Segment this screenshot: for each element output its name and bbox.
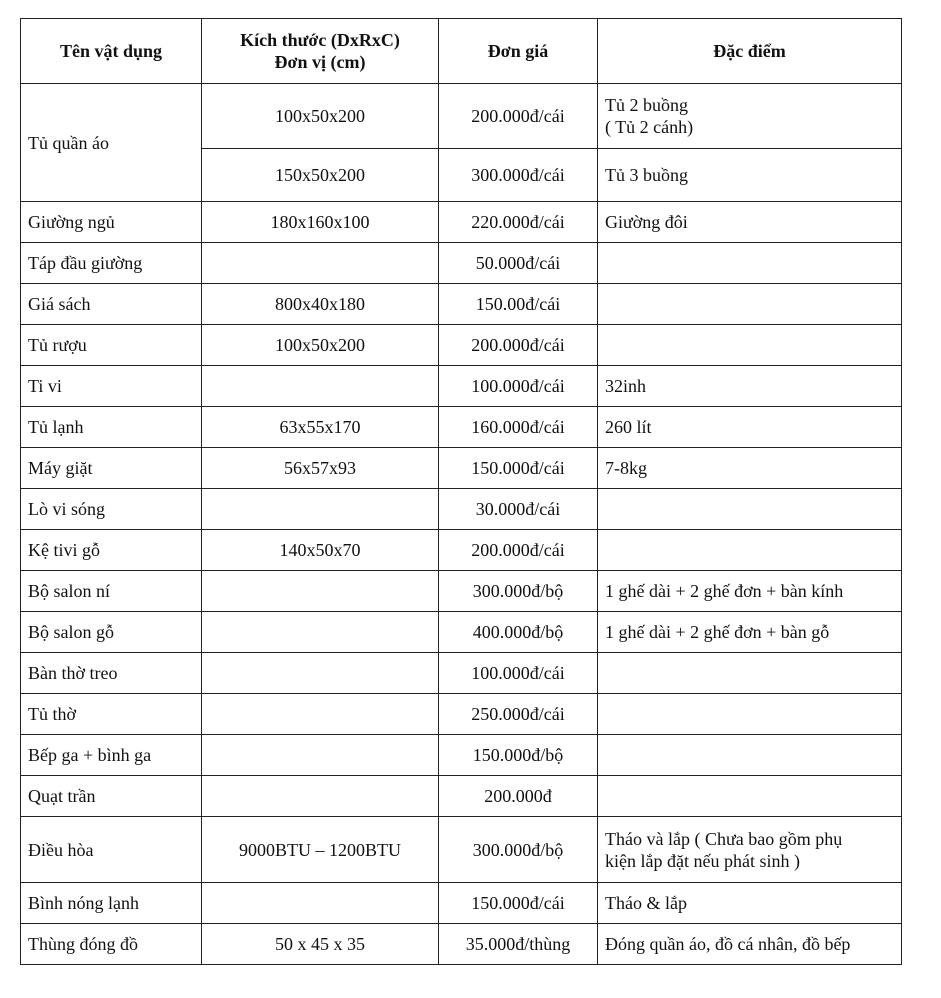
table-row [21, 407, 902, 448]
cell-price: 100.000đ/cái [439, 366, 598, 407]
cell-name: Bộ salon gỗ [21, 612, 202, 653]
cell-name: Táp đầu giường [21, 243, 202, 284]
cell-price: 200.000đ/cái [439, 84, 598, 149]
cell-name: Bộ salon ní [21, 571, 202, 612]
table-row [21, 530, 902, 571]
cell-price: 400.000đ/bộ [439, 612, 598, 653]
cell-size [202, 612, 439, 653]
cell-size: 50 x 45 x 35 [202, 924, 439, 965]
cell-feature [598, 530, 902, 571]
cell-size [202, 694, 439, 735]
cell-size [202, 883, 439, 924]
table-row [21, 924, 902, 965]
cell-feature: 32inh [598, 366, 902, 407]
cell-size [202, 653, 439, 694]
cell-name: Tủ rượu [21, 325, 202, 366]
table-row [21, 284, 902, 325]
cell-feature [598, 817, 902, 883]
table-row [21, 612, 902, 653]
table-row [21, 776, 902, 817]
table-row [21, 571, 902, 612]
cell-feature: 1 ghế dài + 2 ghế đơn + bàn kính [598, 571, 902, 612]
cell-price: 150.000đ/cái [439, 448, 598, 489]
table-row [21, 735, 902, 776]
cell-feature [598, 284, 902, 325]
cell-size: 100x50x200 [202, 84, 439, 149]
cell-price: 300.000đ/bộ [439, 817, 598, 883]
header-row [21, 19, 902, 84]
table-row [21, 653, 902, 694]
cell-size [202, 571, 439, 612]
cell-price: 200.000đ/cái [439, 325, 598, 366]
cell-feature [598, 243, 902, 284]
header-feature: Đặc điểm [598, 19, 902, 84]
cell-feature-line1: Tháo và lắp ( Chưa bao gồm phụ [605, 828, 843, 849]
table-row [21, 448, 902, 489]
cell-feature: 7-8kg [598, 448, 902, 489]
cell-name: Kệ tivi gỗ [21, 530, 202, 571]
cell-price: 35.000đ/thùng [439, 924, 598, 965]
cell-price: 50.000đ/cái [439, 243, 598, 284]
table-row [21, 84, 902, 149]
cell-feature-line2: kiện lắp đặt nếu phát sinh ) [605, 850, 800, 871]
cell-price: 200.000đ/cái [439, 530, 598, 571]
cell-name: Điều hòa [21, 817, 202, 883]
header-size-line1: Kích thước (DxRxC) [240, 30, 400, 50]
cell-name: Giá sách [21, 284, 202, 325]
cell-price: 150.00đ/cái [439, 284, 598, 325]
cell-size: 800x40x180 [202, 284, 439, 325]
cell-name: Tủ quần áo [21, 84, 202, 202]
cell-name: Bếp ga + bình ga [21, 735, 202, 776]
cell-price: 300.000đ/bộ [439, 571, 598, 612]
cell-price: 200.000đ [439, 776, 598, 817]
cell-feature-line1: Tủ 2 buồng [605, 95, 688, 115]
cell-price: 100.000đ/cái [439, 653, 598, 694]
cell-price: 220.000đ/cái [439, 202, 598, 243]
cell-feature: Đóng quần áo, đồ cá nhân, đồ bếp [598, 924, 902, 965]
cell-size: 140x50x70 [202, 530, 439, 571]
table-row [21, 883, 902, 924]
cell-feature [598, 653, 902, 694]
cell-name: Giường ngủ [21, 202, 202, 243]
cell-feature: 1 ghế dài + 2 ghế đơn + bàn gỗ [598, 612, 902, 653]
cell-size: 9000BTU – 1200BTU [202, 817, 439, 883]
cell-name: Bình nóng lạnh [21, 883, 202, 924]
table-row [21, 817, 902, 883]
cell-size [202, 735, 439, 776]
cell-size: 56x57x93 [202, 448, 439, 489]
header-name: Tên vật dụng [21, 19, 202, 84]
cell-name: Lò vi sóng [21, 489, 202, 530]
cell-price: 30.000đ/cái [439, 489, 598, 530]
cell-size [202, 776, 439, 817]
cell-price: 250.000đ/cái [439, 694, 598, 735]
cell-size: 100x50x200 [202, 325, 439, 366]
cell-name: Ti vi [21, 366, 202, 407]
cell-name: Bàn thờ treo [21, 653, 202, 694]
cell-size [202, 366, 439, 407]
price-table [20, 18, 902, 965]
table-row [21, 694, 902, 735]
cell-price: 300.000đ/cái [439, 149, 598, 202]
header-size [202, 19, 439, 84]
cell-name: Quạt trần [21, 776, 202, 817]
table-row [21, 489, 902, 530]
header-size-line2: Đơn vị (cm) [274, 52, 366, 72]
cell-price: 150.000đ/cái [439, 883, 598, 924]
cell-size [202, 489, 439, 530]
table-row [21, 202, 902, 243]
table-row [21, 325, 902, 366]
cell-feature: Giường đôi [598, 202, 902, 243]
cell-price: 160.000đ/cái [439, 407, 598, 448]
cell-feature [598, 325, 902, 366]
cell-feature [598, 694, 902, 735]
table-row [21, 243, 902, 284]
cell-feature: Tủ 3 buồng [598, 149, 902, 202]
cell-name: Tủ thờ [21, 694, 202, 735]
cell-feature: 260 lít [598, 407, 902, 448]
cell-name: Thùng đóng đồ [21, 924, 202, 965]
cell-feature: Tháo & lắp [598, 883, 902, 924]
cell-feature-line2: ( Tủ 2 cánh) [605, 117, 694, 137]
cell-size: 180x160x100 [202, 202, 439, 243]
cell-size: 150x50x200 [202, 149, 439, 202]
cell-size [202, 243, 439, 284]
cell-price: 150.000đ/bộ [439, 735, 598, 776]
cell-size: 63x55x170 [202, 407, 439, 448]
cell-feature [598, 735, 902, 776]
cell-feature [598, 84, 902, 149]
cell-name: Tủ lạnh [21, 407, 202, 448]
cell-feature [598, 776, 902, 817]
table-row [21, 366, 902, 407]
cell-name: Máy giặt [21, 448, 202, 489]
cell-feature [598, 489, 902, 530]
header-price: Đơn giá [439, 19, 598, 84]
